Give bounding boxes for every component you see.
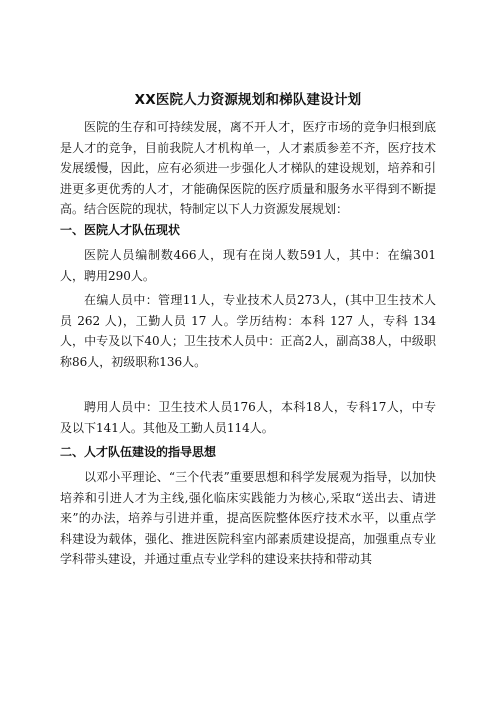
section-1-paragraph-3: 聘用人员中：卫生技术人员176人，本科18人，专科17人，中专及以下141人。其他及工勤人员114人。 <box>60 400 436 435</box>
section-2-paragraph-1: 以邓小平理论、“三个代表”重要思想和科学发展观为指导，以加快培养和引进人才为主线,强化临床实践能力为核心,采取“送出去、请进来”的办法，培养与引进并重，提高医院整体医疗技术水平，以重点学科建设为载体，强化、推进医院科室内部素质建设提高，加强重点专业学科带头建设，并通过重点专业学科的建设来扶持和带动其 <box>60 470 436 567</box>
section-1-heading: 一、医院人才队伍现状 <box>60 223 181 237</box>
document-title: XX医院人力资源规划和梯队建设计划 <box>134 92 362 108</box>
intro-paragraph: 医院的生存和可持续发展，离不开人才，医疗市场的竞争归根到底是人才的竞争，目前我院人才机构单一，人才素质参差不齐，医疗技术发展缓慢，因此，应有必须进一步强化人才梯队的建设规划，培养和引进更多更优秀的人才，才能确保医院的医疗质量和服务水平得到不断提高。结合医院的现状，特制定以下人力资源发展规划： <box>60 120 436 217</box>
section-2-heading: 二、人才队伍建设的指导思想 <box>60 445 217 459</box>
section-1-paragraph-1: 医院人员编制数466人，现有在岗人数591人，其中：在编301人，聘用290人。 <box>60 248 436 283</box>
section-1-paragraph-2: 在编人员中：管理11人，专业技术人员273人，(其中卫生技术人员 262 人)，工勤人员 17 人。学历结构：本科 127 人，专科 134 人，中专及以下40人；卫生技术人员中：正高2人，副高38人，中级职称86人，初级职称136人。 <box>60 293 436 369</box>
